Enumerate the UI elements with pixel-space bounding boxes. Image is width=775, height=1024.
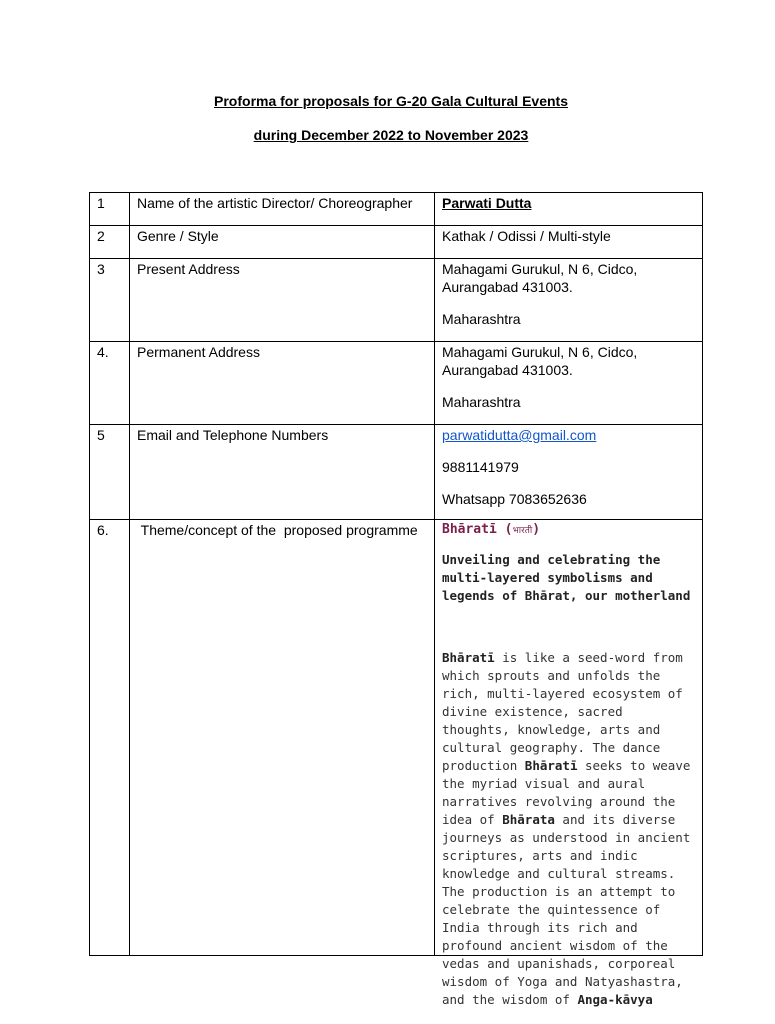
address-line: Mahagami Gurukul, N 6, Cidco, Aurangabad 431003. bbox=[442, 261, 638, 295]
row-label: Present Address bbox=[130, 259, 435, 342]
director-name: Parwati Dutta bbox=[442, 195, 532, 211]
email-link[interactable]: parwatidutta@gmail.com bbox=[442, 427, 597, 443]
row-number: 4. bbox=[90, 342, 130, 425]
row-value: Kathak / Odissi / Multi-style bbox=[435, 226, 703, 259]
row-value bbox=[435, 520, 703, 1007]
whatsapp-number: Whatsapp 7083652636 bbox=[442, 491, 587, 507]
document-title: Proforma for proposals for G-20 Gala Cultural Events bbox=[214, 93, 568, 109]
row-label: Genre / Style bbox=[130, 226, 435, 259]
row-label: Theme/concept of the proposed programme bbox=[130, 520, 435, 956]
row-number: 1 bbox=[90, 193, 130, 226]
table-row bbox=[90, 226, 703, 259]
row-label: Name of the artistic Director/ Choreographer bbox=[130, 193, 435, 226]
table-row bbox=[90, 520, 703, 956]
proforma-table bbox=[89, 192, 703, 1007]
row-label: Permanent Address bbox=[130, 342, 435, 425]
table-row bbox=[90, 193, 703, 226]
theme-description: Bhāratī is like a seed-word from which sprouts and unfolds the rich, multi-layered ecosystem of divine existence, sacred thoughts, knowledge, arts and cultural geography. The dance production Bhāratī seeks to weave the myriad visual and aural narratives revolving around the idea of Bhārata and its diverse journeys as understood in ancient scriptures, arts and indic knowledge and cultural streams. The production is an attempt to celebrate the quintessence of India through its rich and profound ancient wisdom of the vedas and upanishads, corporeal wisdom of Yoga and Natyashastra, and the wisdom of Anga-kāvya bbox=[442, 650, 691, 1007]
row-label: Email and Telephone Numbers bbox=[130, 425, 435, 520]
row-number: 2 bbox=[90, 226, 130, 259]
theme-concept bbox=[442, 521, 695, 1007]
row-value bbox=[435, 342, 703, 425]
row-number: 6. bbox=[90, 520, 130, 956]
table-row bbox=[90, 259, 703, 342]
theme-headline: Unveiling and celebrating the multi-layered symbolisms and legends of Bhārat, our motherland bbox=[442, 552, 691, 603]
address-line: Mahagami Gurukul, N 6, Cidco, Aurangabad 431003. bbox=[442, 344, 638, 378]
table-row bbox=[90, 425, 703, 520]
table-row bbox=[90, 342, 703, 425]
theme-title: Bhāratī (भारती) bbox=[442, 522, 541, 537]
row-number: 5 bbox=[90, 425, 130, 520]
theme-title-devanagari: भारती bbox=[512, 526, 533, 536]
document-subtitle: during December 2022 to November 2023 bbox=[253, 127, 529, 143]
address-state: Maharashtra bbox=[442, 311, 521, 327]
row-value bbox=[435, 259, 703, 342]
telephone-number: 9881141979 bbox=[442, 459, 519, 475]
address-state: Maharashtra bbox=[442, 394, 521, 410]
row-value bbox=[435, 425, 703, 520]
row-value bbox=[435, 193, 703, 226]
row-number: 3 bbox=[90, 259, 130, 342]
